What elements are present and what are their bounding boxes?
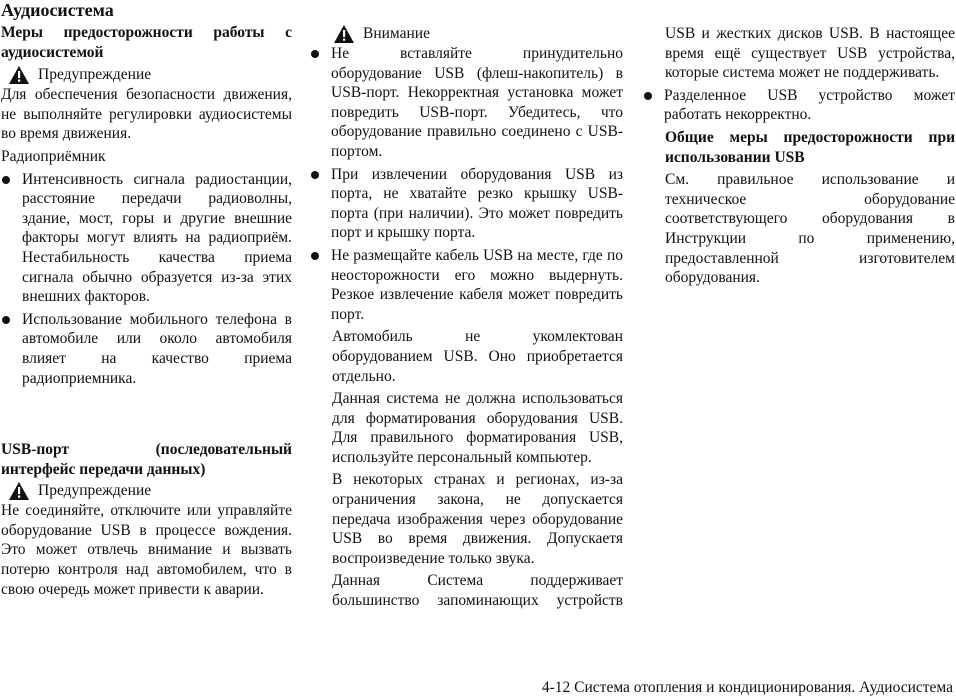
warning-label-row (1, 65, 292, 85)
page-title: Аудиосистема (1, 0, 114, 20)
column-left (1, 0, 292, 599)
list-item-text: Не вставляйте принудительно оборудование USB (флеш-накопитель) в USB-порт. Некорректная установка может повредить USB-порт. Убедитесь, что оборудование правильно соединено с USB-портом. (331, 45, 623, 160)
heading-line: интерфейс передачи данных) (1, 460, 206, 478)
warning-label: Предупреждение (38, 66, 152, 84)
caution-label: Внимание (363, 25, 430, 43)
warning-triangle-icon (9, 66, 29, 84)
paragraph: В некоторых странах и регионах, из-за ограничения закона, не допускается передача изображения через оборудование USB во время движения. Допускаетя воспроизведение только звука. (332, 471, 623, 567)
list-item-text: При извлечении оборудования USB из порта, не хватайте резко крышку USB-порта (при наличии). Это может повредить порт и крышку порта. (331, 165, 623, 242)
list-item-text: Использование мобильного телефона в автомобиле или около автомобиля влияет на качество приема радиоприемника. (22, 310, 292, 387)
page-footer: 4-12 Система отопления и кондиционирования. Аудиосистема (541, 679, 953, 696)
paragraph: Данная Система поддерживает большинство запоминающих устройств (332, 572, 623, 610)
heading-line: использовании USB (665, 148, 805, 166)
bullet-dot-icon (310, 44, 331, 162)
bullet-dot-icon (1, 170, 22, 307)
list-item (310, 44, 623, 162)
list-item (310, 246, 623, 324)
bullet-dot-icon (310, 165, 331, 243)
bullet-dot-icon (643, 86, 664, 125)
heading-line: аудиосистемой (1, 43, 104, 61)
list-item (310, 165, 623, 243)
bullet-dot-icon (1, 310, 22, 388)
section-heading-audio-precautions (1, 23, 292, 62)
list-item (643, 86, 955, 125)
section-heading-usb-port (1, 440, 292, 479)
list-item-text: Разделенное USB устройство может работать некорректно. (664, 86, 955, 124)
paragraph: Данная система не должна использоваться для форматирования оборудования USB. Для правильного форматирования USB, используйте персональный компьютер. (332, 390, 623, 466)
list-item (1, 170, 292, 307)
bullet-dot-icon (310, 246, 331, 324)
list-item-text: Интенсивность сигнала радиостанции, расстояние передачи радиоволны, здание, мост, горы и другие внешние факторы могут влиять на радиоприём. Нестабильность качества приема сигнала обычно образуется из-за этих внешних факторов. (22, 170, 292, 306)
warning-text: Для обеспечения безопасности движения, не выполняйте регулировки аудиосистемы во время движения. (1, 86, 292, 143)
warning-label-row (1, 481, 292, 501)
warning-triangle-icon (334, 25, 354, 43)
radio-subheading: Радиоприёмник (1, 147, 106, 165)
paragraph-continued: USB и жестких дисков USB. В настоящее время ещё существует USB устройства, которые система может не поддерживать. (665, 25, 955, 82)
list-item-text: Не размещайте кабель USB на месте, где по неосторожности его можно выдернуть. Резкое извлечение кабеля может повредить порт. (331, 246, 623, 323)
warning-label: Предупреждение (38, 482, 152, 500)
column-right (643, 24, 955, 288)
warning-text: Не соединяйте, отключите или управляйте оборудование USB в процессе вождения. Это может отвлечь внимание и вызвать потерю контроля над автомобилем, что в свою очередь может привести к аварии. (1, 502, 292, 598)
list-item (1, 310, 292, 388)
heading-line: Меры предосторожности работы с (1, 24, 292, 41)
section-heading-usb-general (643, 128, 955, 167)
column-middle (310, 24, 623, 611)
heading-line: USB-порт (последовательный (1, 441, 292, 459)
paragraph: См. правильное использование и техническое оборудование соответствующего оборудования в Инструкции по применению, предоставленной изготовителем оборудования. (665, 171, 955, 287)
warning-triangle-icon (9, 482, 29, 500)
caution-label-row (310, 24, 623, 44)
paragraph: Автомобиль не укомлектован оборудованием USB. Оно приобретается отдельно. (332, 328, 623, 385)
heading-line: Общие меры предосторожности при (665, 128, 955, 146)
